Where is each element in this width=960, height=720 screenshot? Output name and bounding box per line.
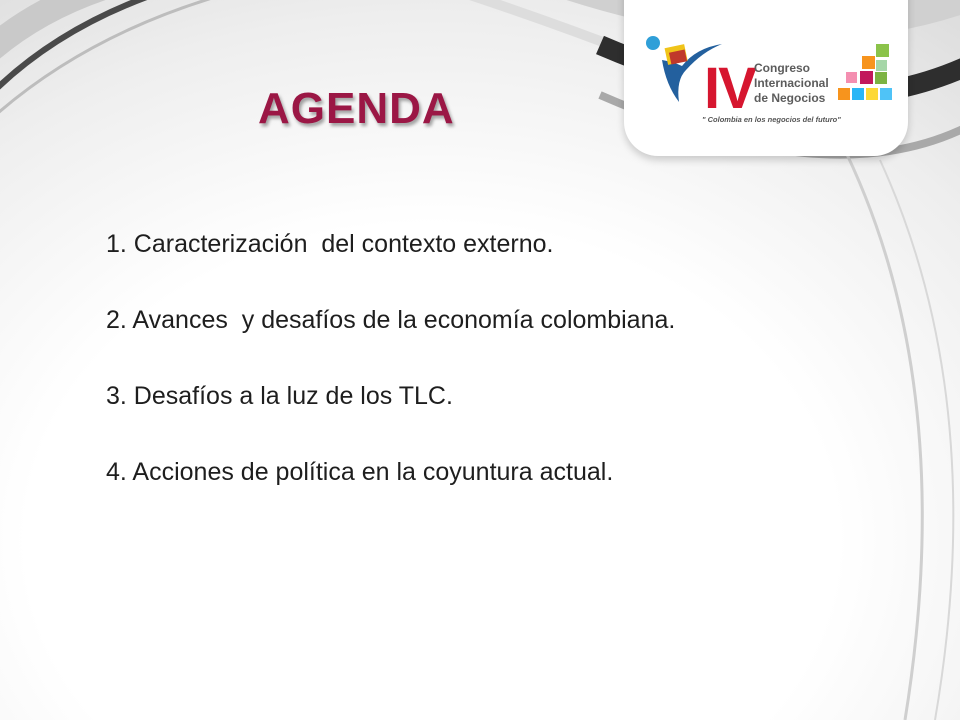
background-arc-right-curve	[840, 140, 922, 720]
logo-square	[866, 88, 878, 100]
logo-square	[862, 56, 875, 69]
agenda-list	[106, 224, 675, 528]
logo-square	[838, 88, 850, 100]
logo-numeral: IV	[704, 56, 755, 121]
agenda-item: 1. Caracterización del contexto externo.	[106, 230, 554, 258]
agenda-item: 2. Avances y desafíos de la economía colombiana.	[106, 306, 676, 334]
logo-square	[876, 60, 887, 71]
logo-square	[880, 88, 892, 100]
logo-square	[876, 44, 889, 57]
logo-square	[846, 72, 857, 83]
logo-square	[860, 71, 873, 84]
logo-text-line3: de Negocios	[754, 91, 826, 105]
logo-text-line1: Congreso	[754, 61, 811, 75]
agenda-item: 4. Acciones de política en la coyuntura actual.	[106, 458, 614, 486]
agenda-item: 3. Desafíos a la luz de los TLC.	[106, 382, 453, 410]
logo-text-line2: Internacional	[754, 76, 829, 90]
logo-square	[875, 72, 887, 84]
slide-title: AGENDA	[258, 84, 455, 133]
logo-tagline: " Colombia en los negocios del futuro"	[702, 115, 841, 124]
congress-logo	[624, 0, 908, 156]
logo-figure-head	[646, 36, 660, 50]
logo-square	[852, 88, 864, 100]
